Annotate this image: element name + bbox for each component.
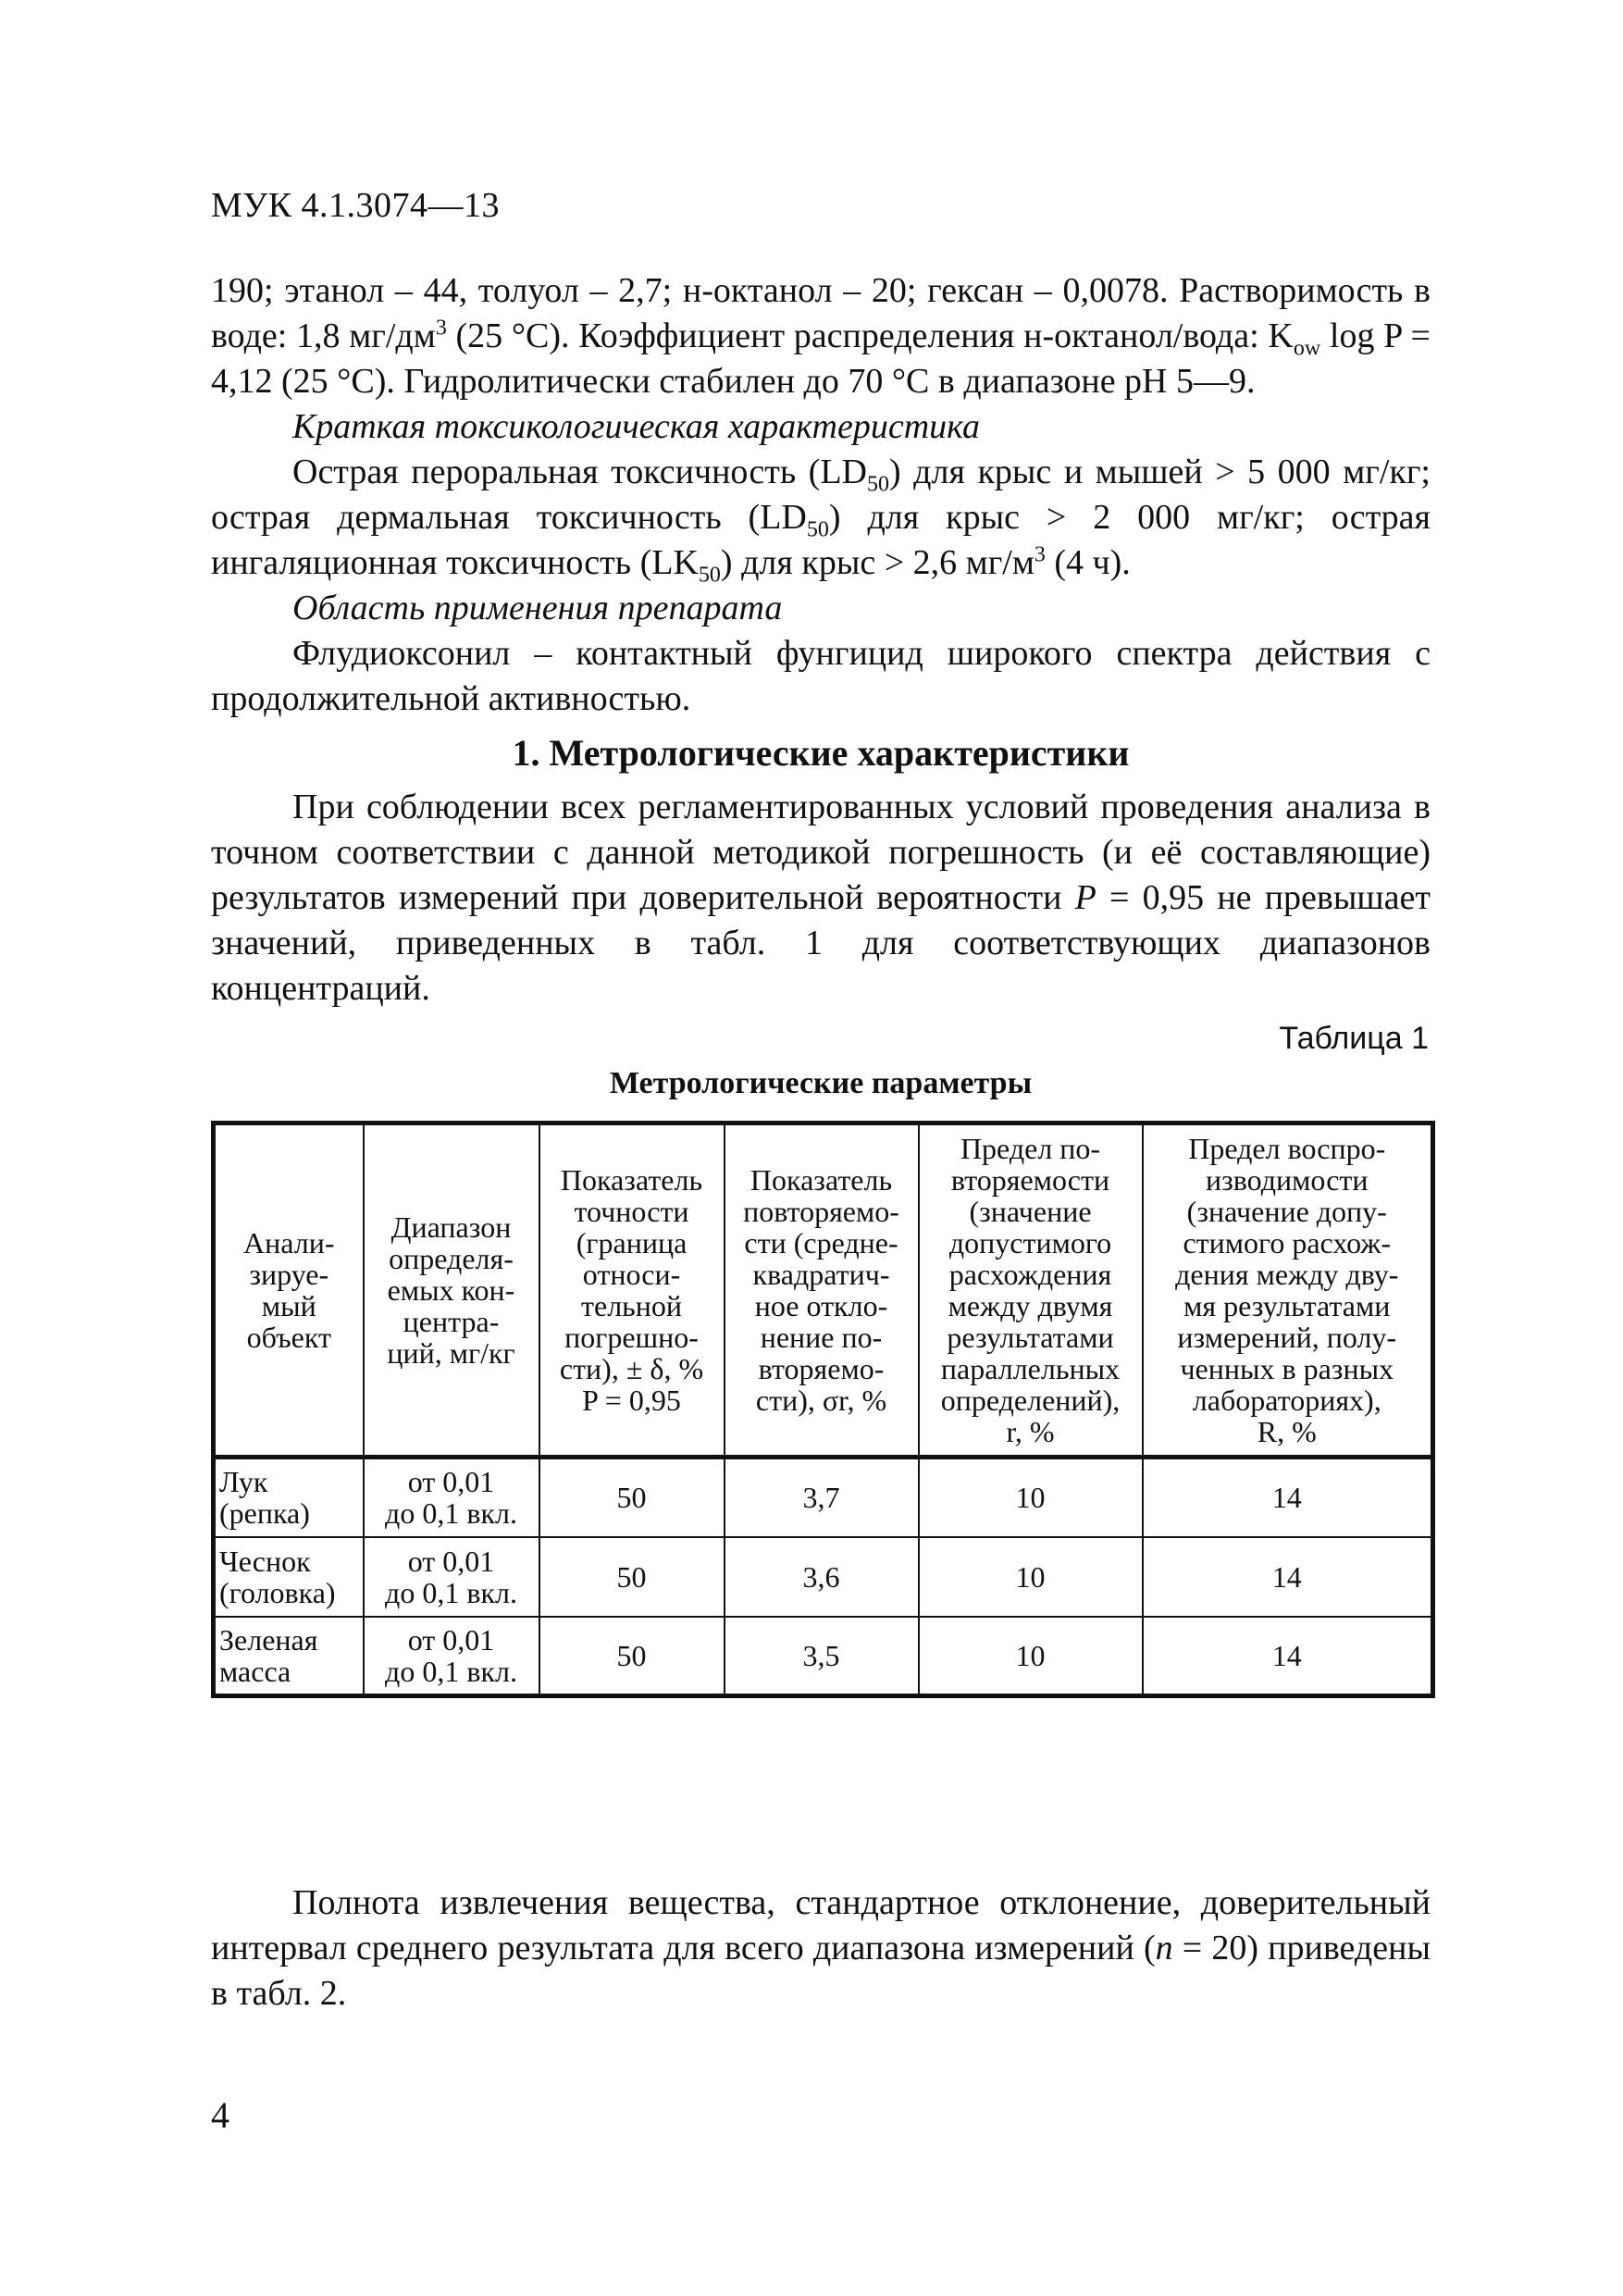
document-code-header: МУК 4.1.3074—13 <box>211 186 501 225</box>
cell-repeatability-limit: 10 <box>919 1617 1143 1696</box>
n-symbol: n <box>1155 1929 1173 1967</box>
cell-repeatability: 3,7 <box>725 1458 919 1537</box>
cell-range: от 0,01 до 0,1 вкл. <box>364 1617 539 1696</box>
cell-object: Лук (репка) <box>214 1458 364 1537</box>
application-heading: Область применения препарата <box>292 589 783 627</box>
header-range: Диапазон определя- емых кон- центра- ций, мг/кг <box>364 1123 539 1458</box>
cell-accuracy: 50 <box>539 1458 725 1537</box>
cell-reproducibility-limit: 14 <box>1143 1617 1433 1696</box>
closing-text-a: Полнота извлечения вещества, стандартное отклонение, доверительный интервал среднего результата для всего диапазона измерений ( <box>211 1883 1431 1967</box>
closing-text-b: = 20) приведены в табл. 2. <box>211 1929 1431 2013</box>
section-title: 1. Метрологические характеристики <box>512 732 1130 774</box>
cell-accuracy: 50 <box>539 1537 725 1617</box>
tox-text-b: ) для крыс и мышей > 5 000 мг/кг; острая дермальная токсичность (LD <box>211 453 1431 537</box>
section-paragraph <box>211 785 1431 1011</box>
section-text-a: При соблюдении всех регламентированных условий проведения анализа в точном соответствии с данной методикой погрешность (и её составляющие) результатов измерений при доверительной вероятности <box>211 788 1431 917</box>
properties-text-1: 190; этанол – 44, толуол – 2,7; н-октанол – 20; гексан – 0,0078. Растворимость в воде: 1,8 мг/дм <box>211 271 1431 355</box>
cell-repeatability: 3,6 <box>725 1537 919 1617</box>
closing-paragraph <box>211 1880 1431 2017</box>
properties-paragraph <box>211 268 1431 404</box>
metrology-table <box>211 1121 1435 1698</box>
page-number: 4 <box>211 2094 229 2136</box>
table-row <box>214 1617 1433 1696</box>
main-text <box>211 268 1431 1698</box>
tox-paragraph <box>211 450 1431 586</box>
tox-text-d: ) для крыс > 2,6 мг/м <box>720 543 1035 582</box>
tox-text-e: (4 ч). <box>1045 543 1131 582</box>
tox-sub-c: 50 <box>698 563 721 588</box>
header-object: Анали- зируе- мый объект <box>214 1123 364 1458</box>
cell-reproducibility-limit: 14 <box>1143 1537 1433 1617</box>
cell-range: от 0,01 до 0,1 вкл. <box>364 1537 539 1617</box>
header-repeatability-limit: Предел по- вторяемости (значение допустимого расхождения между двумя результатами параллельных определений), r, % <box>919 1123 1143 1458</box>
cell-accuracy: 50 <box>539 1617 725 1696</box>
header-accuracy: Показатель точности (граница относи- тельной погрешно- сти), ± δ, % P = 0,95 <box>539 1123 725 1458</box>
closing-block <box>211 1880 1431 2017</box>
cell-object: Чеснок (головка) <box>214 1537 364 1617</box>
header-reproducibility-limit: Предел воспро- изводимости (значение допу- стимого расхож- дения между дву- мя результатами измерений, полу- ченных в разных лабораториях), R, % <box>1143 1123 1433 1458</box>
superscript-3: 3 <box>435 316 447 341</box>
cell-repeatability-limit: 10 <box>919 1537 1143 1617</box>
table-caption: Таблица 1 <box>1279 1021 1429 1056</box>
table-row <box>214 1537 1433 1617</box>
tox-text-c: ) для крыс > 2 000 мг/кг; острая ингаляционная токсичность (LK <box>211 498 1431 582</box>
table-header-row <box>214 1123 1433 1458</box>
properties-text-3: log P = 4,12 (25 °С). Гидролитически стабилен до 70 °С в диапазоне pH 5—9. <box>211 316 1431 401</box>
cell-repeatability-limit: 10 <box>919 1458 1143 1537</box>
table-title: Метрологические параметры <box>609 1066 1033 1100</box>
properties-text-2: (25 °С). Коэффициент распределения н-октанол/вода: K <box>446 316 1294 355</box>
tox-sub-b: 50 <box>806 517 829 542</box>
tox-sup-d: 3 <box>1034 542 1046 567</box>
application-paragraph: Флудиоксонил – контактный фунгицид широкого спектра действия с продолжительной активностью. <box>211 634 1431 718</box>
subscript-ow: ow <box>1293 336 1321 361</box>
cell-object: Зеленая масса <box>214 1617 364 1696</box>
tox-text-a: Острая пероральная токсичность (LD <box>292 453 867 491</box>
cell-reproducibility-limit: 14 <box>1143 1458 1433 1537</box>
tox-heading: Краткая токсикологическая характеристика <box>292 407 980 446</box>
cell-repeatability: 3,5 <box>725 1617 919 1696</box>
table-row <box>214 1458 1433 1537</box>
tox-sub-a: 50 <box>866 472 889 497</box>
header-repeatability: Показатель повторяемо- сти (средне- квадратич- ное откло- нение по- вторяемо- сти), σr, % <box>725 1123 919 1458</box>
section-text-b: = 0,95 не превышает значений, приведенных в табл. 1 для соответствующих диапазонов концентраций. <box>211 878 1431 1008</box>
cell-range: от 0,01 до 0,1 вкл. <box>364 1458 539 1537</box>
p-symbol: P <box>1074 878 1096 917</box>
